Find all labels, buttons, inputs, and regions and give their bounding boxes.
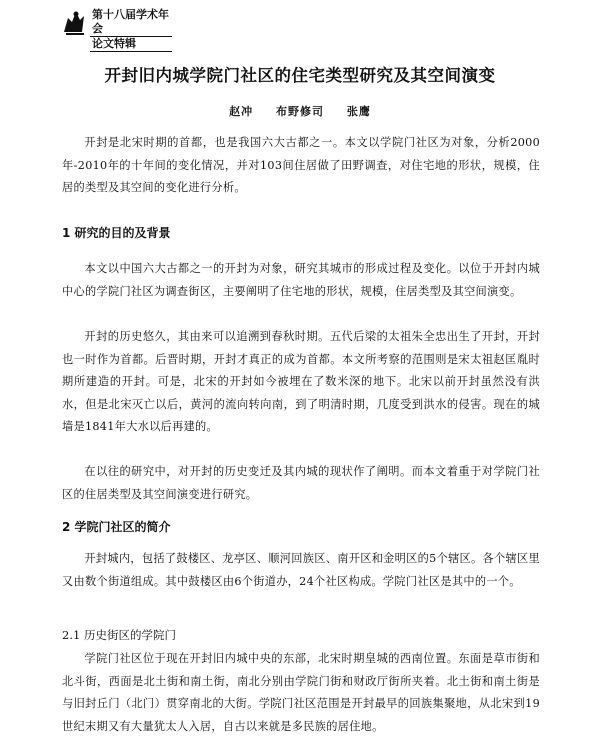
- abstract: 开封是北宋时期的首都，也是我国六大古都之一。本文以学院门社区为对象，分析2000年-2010年的十年间的变化情况，并对103间住居做了田野调查，对住宅地的形状，规模，住居的类型及其空间的变化进行分析。: [62, 136, 540, 194]
- section-1-paragraph-3: 在以往的研究中，对开封的历史变迁及其内城的现状作了阐明。而本文着重于对学院门社区的住居类型及其空间演变进行研究。: [62, 465, 540, 501]
- section-2-paragraph-1: 开封城内，包括了鼓楼区、龙亭区、顺河回族区、南开区和金明区的5个辖区。各个辖区里又由数个街道组成。其中鼓楼区由6个街道办，24个社区构成。学院门社区是其中的一个。: [62, 552, 540, 588]
- paper-title: 开封旧内城学院门社区的住宅类型研究及其空间演变: [104, 66, 496, 85]
- subsection-2-1-heading: 2.1 历史街区的学院门: [62, 628, 176, 642]
- conference-header: [60, 6, 220, 50]
- section-1-heading: 1 研究的目的及背景: [62, 226, 171, 240]
- header-line-2: 论文特辑: [90, 37, 172, 52]
- section-1-paragraph-1: 本文以中国六大古都之一的开封为对象，研究其城市的形成过程及变化。以位于开封内城中心的学院门社区为调查街区，主要阐明了住宅地的形状，规模，住居类型及其空间演变。: [62, 262, 540, 298]
- conference-logo-icon: [60, 8, 88, 36]
- section-1-paragraph-2: 开封的历史悠久，其由来可以追溯到春秋时期。五代后梁的太祖朱全忠出生了开封，开封也一时作为首都。后晋时期，开封才真正的成为首都。本文所考察的范围则是宋太祖赵匡胤时期所建造的开封。可是，北宋的开封如今被埋在了数米深的地下。北宋以前开封虽然没有洪水，但是北宋灭亡以后，黄河的流向转向南，到了明清时期，几度受到洪水的侵害。现在的城墙是1841年大水以后再建的。: [62, 330, 540, 433]
- header-line-1: 第十八届学术年会: [90, 8, 172, 37]
- section-2-heading: 2 学院门社区的简介: [62, 520, 171, 534]
- section-2-paragraph-2: 学院门社区位于现在开封旧内城中央的东部，北宋时期皇城的西南位置。东面是草市街和北斗街，西面是北土街和南土街，南北分别由学院门街和财政厅街所夹着。北土街和南土街是与旧封丘门（北门）贯穿南北的大街。学院门社区范围是开封最早的回族集聚地，从北宋到19世纪末期又有大量犹太人入居，自古以来就是多民族的居住地。: [62, 652, 540, 733]
- paper-authors: 赵冲 布野修司 张鹰: [229, 105, 371, 118]
